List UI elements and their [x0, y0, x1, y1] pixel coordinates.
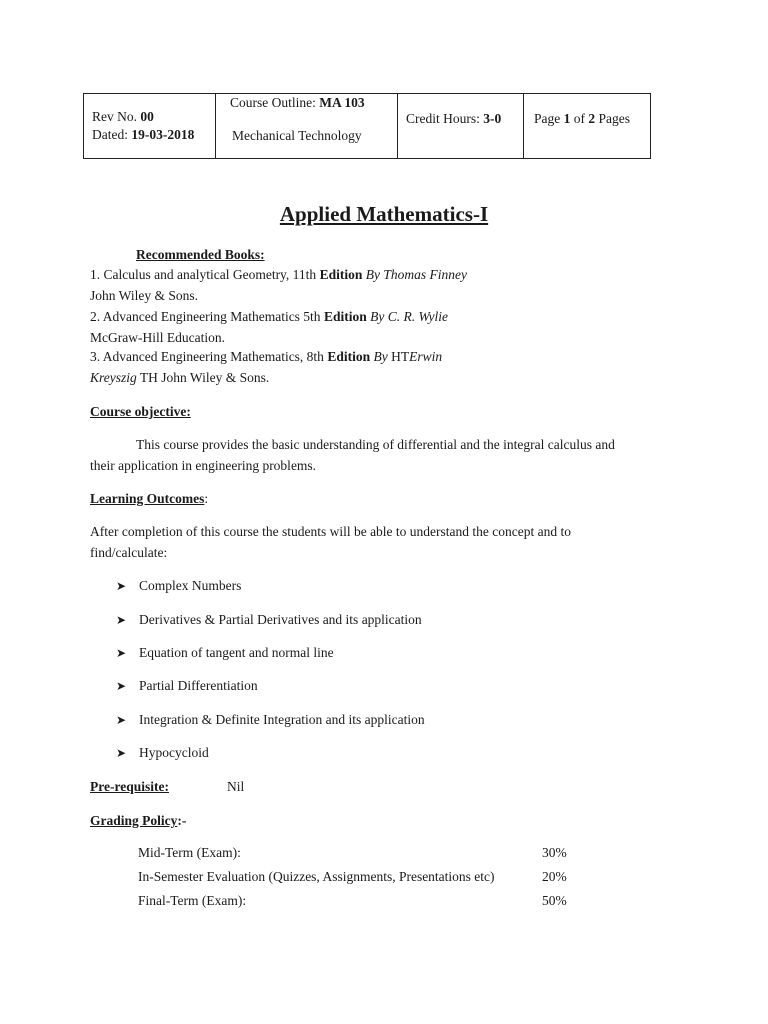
objective-line-1: This course provides the basic understanding of differential and the integral calculus and: [136, 437, 615, 452]
book-2: 2. Advanced Engineering Mathematics 5th Edition By C. R. Wylie: [90, 309, 448, 324]
book-1-publisher: John Wiley & Sons.: [90, 288, 198, 303]
document-title: Applied Mathematics-I: [279, 202, 489, 226]
dated-value: 19-03-2018: [131, 127, 195, 142]
objective-heading: Course objective:: [90, 404, 191, 419]
rev-cell: [84, 94, 216, 158]
grading-row-value: 20%: [542, 869, 567, 884]
outline-cell: [215, 94, 398, 158]
header-table: [83, 93, 651, 159]
outcome-item: Derivatives & Partial Derivatives and its application: [139, 612, 422, 627]
credit-line: Credit Hours: 3-0: [406, 111, 502, 126]
outcome-item: Complex Numbers: [139, 578, 242, 593]
grading-row-label: Final-Term (Exam):: [138, 893, 247, 908]
outcome-item: Hypocycloid: [139, 745, 209, 760]
grading-row-label: Mid-Term (Exam):: [138, 845, 241, 860]
arrow-bullet-icon: ➤: [116, 679, 127, 693]
outcomes-intro-1: After completion of this course the students will be able to understand the concept and to: [90, 524, 571, 539]
outcome-item: Partial Differentiation: [139, 678, 258, 693]
arrow-bullet-icon: ➤: [116, 579, 127, 593]
book-3-publisher: Kreyszig TH John Wiley & Sons.: [90, 370, 270, 385]
program-name: Mechanical Technology: [232, 128, 362, 143]
rev-value: 00: [140, 109, 154, 124]
outcomes-heading: Learning Outcomes:: [90, 491, 209, 506]
book-1: 1. Calculus and analytical Geometry, 11th Edition By Thomas Finney: [90, 267, 467, 282]
course-code: MA 103: [319, 95, 365, 110]
book-3: 3. Advanced Engineering Mathematics, 8th Edition By HTErwin: [90, 349, 443, 364]
outcome-item: Equation of tangent and normal line: [139, 645, 334, 660]
grading-row-value: 30%: [542, 845, 567, 860]
prereq-value: Nil: [227, 779, 245, 794]
grading-row-value: 50%: [542, 893, 567, 908]
page-indicator: Page 1 of 2 Pages: [534, 111, 630, 126]
prereq-label: Pre-requisite:: [90, 779, 169, 794]
book-2-publisher: McGraw-Hill Education.: [90, 330, 225, 345]
grading-row-label: In-Semester Evaluation (Quizzes, Assignments, Presentations etc): [138, 869, 495, 884]
rev-line: Rev No. 00: [92, 109, 154, 124]
books-heading: Recommended Books:: [136, 247, 265, 262]
outline-line: Course Outline: MA 103: [230, 95, 365, 110]
dated-line: Dated: 19-03-2018: [92, 127, 195, 142]
credit-cell: [397, 94, 524, 158]
objective-line-2: their application in engineering problems.: [90, 458, 317, 473]
page-cell: [523, 94, 650, 158]
outcomes-intro-2: find/calculate:: [90, 545, 168, 560]
arrow-bullet-icon: ➤: [116, 746, 127, 760]
grading-heading: Grading Policy:-: [90, 813, 187, 828]
arrow-bullet-icon: ➤: [116, 613, 127, 627]
arrow-bullet-icon: ➤: [116, 713, 127, 727]
outcome-item: Integration & Definite Integration and its application: [139, 712, 425, 727]
credit-value: 3-0: [483, 111, 502, 126]
arrow-bullet-icon: ➤: [116, 646, 127, 660]
